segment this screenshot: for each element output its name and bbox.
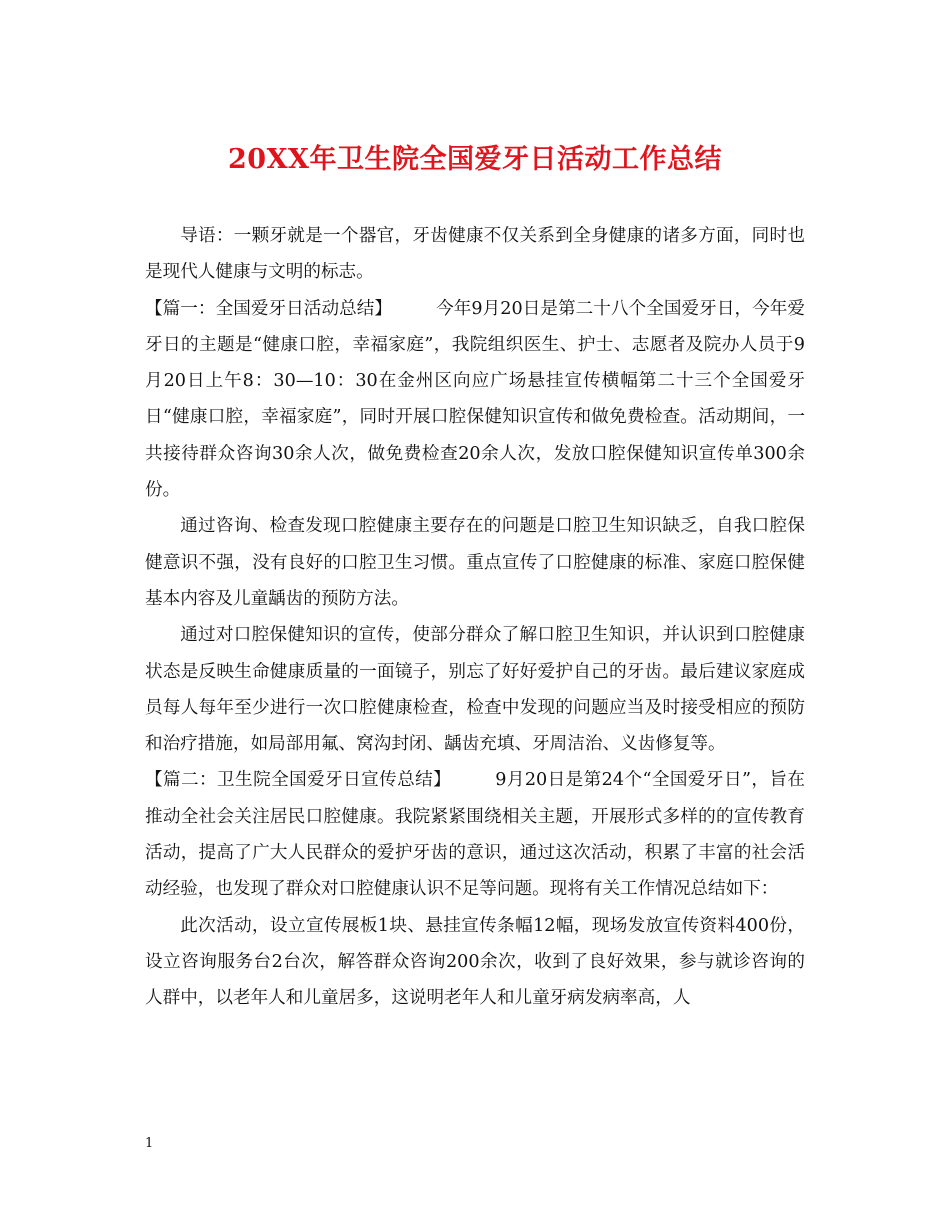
page-number: 1 bbox=[145, 1136, 154, 1151]
body-paragraph: 此次活动，设立宣传展板1块、悬挂宣传条幅12幅，现场发放宣传资料400份，设立咨询服务台2台次，解答群众咨询200余次，收到了良好效果，参与就诊咨询的人群中，以老年人和儿童居多，这说明老年人和儿童牙病发病率高，人 bbox=[145, 915, 805, 1009]
intro-paragraph: 导语：一颗牙就是一个器官，牙齿健康不仅关系到全身健康的诸多方面，同时也是现代人健康与文明的标志。 bbox=[145, 226, 805, 283]
document-title: 20XX年卫生院全国爱牙日活动工作总结 bbox=[228, 144, 722, 175]
section-two-label: 【篇二：卫生院全国爱牙日宣传总结】 bbox=[145, 770, 452, 791]
section-one-text: 今年9月20日是第二十八个全国爱牙日，今年爱牙日的主题是“健康口腔，幸福家庭”，我院组织医生、护士、志愿者及院办人员于9月20日上午8：30—10：30在金州区向应广场悬挂宣传横幅第二十三个全国爱牙日“健康口腔，幸福家庭”，同时开展口腔保健知识宣传和做免费检查。活动期间，一共接待群众咨询30余人次，做免费检查20余人次，发放口腔保健知识宣传单300余份。 bbox=[145, 298, 805, 501]
section-one-label: 【篇一：全国爱牙日活动总结】 bbox=[145, 298, 393, 319]
section-one-paragraph bbox=[145, 291, 805, 509]
section-two-text: 9月20日是第24个“全国爱牙日”，旨在推动全社会关注居民口腔健康。我院紧紧围绕相关主题，开展形式多样的的宣传教育活动，提高了广大人民群众的爱护牙齿的意识，通过这次活动，积累了丰富的社会活动经验，也发现了群众对口腔健康认识不足等问题。现将有关工作情况总结如下： bbox=[145, 770, 805, 900]
document-body bbox=[145, 218, 805, 1017]
body-paragraph: 通过对口腔保健知识的宣传，使部分群众了解口腔卫生知识，并认识到口腔健康状态是反映生命健康质量的一面镜子，别忘了好好爱护自己的牙齿。最后建议家庭成员每人每年至少进行一次口腔健康检查，检查中发现的问题应当及时接受相应的预防和治疗措施，如局部用氟、窝沟封闭、龋齿充填、牙周洁治、义齿修复等。 bbox=[145, 625, 805, 755]
section-two-paragraph bbox=[145, 762, 805, 907]
body-paragraph: 通过咨询、检查发现口腔健康主要存在的问题是口腔卫生知识缺乏，自我口腔保健意识不强，没有良好的口腔卫生习惯。重点宣传了口腔健康的标准、家庭口腔保健基本内容及儿童龋齿的预防方法。 bbox=[145, 516, 805, 609]
